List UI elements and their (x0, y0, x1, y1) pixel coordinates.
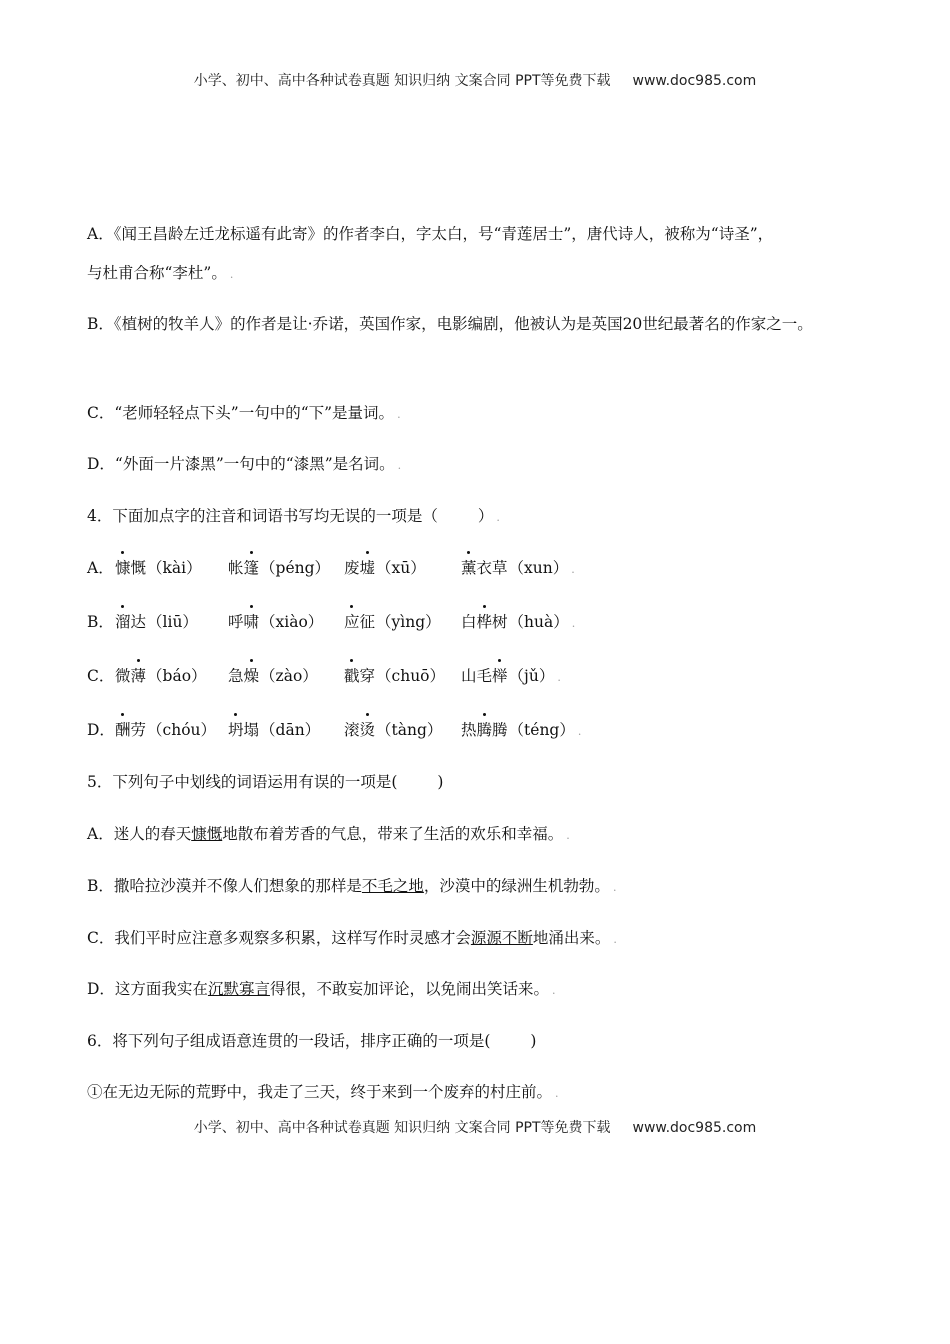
dotted-character: 戳 (344, 664, 360, 686)
page-header (0, 70, 950, 90)
dotted-character: 榉 (492, 664, 508, 686)
pinyin-item: 酬劳（chóu） (115, 718, 216, 740)
q5-stem (87, 770, 443, 792)
q3-a-text-1: A．《闻王昌龄左迁龙标遥有此寄》的作者李白，字太白，号“青莲居士”，唐代诗人，被称为“诗圣”， (87, 225, 774, 243)
pinyin-item: 热腾腾（téng） . (461, 718, 581, 740)
q3-option-a-line2: 与杜甫合称“李杜”。 . (87, 264, 234, 282)
pinyin: （yìng） (376, 613, 441, 631)
dotted-character: 烫 (360, 718, 376, 740)
q5-stem-end: ) (437, 773, 444, 791)
q5-d-underlined: 沉默寡言 (207, 980, 270, 998)
pinyin: （jǔ） (508, 667, 555, 685)
dotted-character: 应 (344, 610, 360, 632)
pinyin: （tàng） (376, 721, 443, 739)
pinyin-item: 溜达（liū） (115, 610, 198, 632)
pinyin: （xiào） (260, 613, 324, 631)
q6-s1-text: ①在无边无际的荒野中，我走了三天，终于来到一个废弃的村庄前。 (87, 1083, 553, 1101)
q5-d-pre: D．这方面我实在 (87, 980, 208, 998)
dotted-character: 桦 (477, 610, 493, 632)
pinyin: （chuō） (376, 667, 446, 685)
pinyin-item: 呼啸（xiào） (228, 610, 323, 632)
q5-c-underlined: 源源不断 (470, 929, 533, 947)
q6-stem-text: 6．将下列句子组成语意连贯的一段话，排序正确的一项是( (87, 1032, 491, 1050)
q6-stem-end: ) (530, 1032, 537, 1050)
q5-option-b: B．撒哈拉沙漠并不像人们想象的那样是不毛之地，沙漠中的绿洲生机勃勃。 . (87, 877, 617, 895)
q6-stem (87, 1029, 536, 1051)
pinyin: （xū） (376, 559, 426, 577)
pinyin: （dān） (260, 721, 321, 739)
header-text: 小学、初中、高中各种试卷真题 知识归纳 文案合同 PPT等免费下载 (193, 73, 611, 89)
pinyin: （báo） (147, 667, 207, 685)
q5-a-post: 地散布着芳香的气息，带来了生活的欢乐和幸福。 (222, 825, 564, 843)
dotted-character: 墟 (360, 556, 376, 578)
dotted-character: 薰 (461, 556, 477, 578)
option-label: C． (87, 667, 115, 685)
q5-b-underlined: 不毛之地 (361, 877, 424, 895)
dotted-character: 溜 (115, 610, 131, 632)
pinyin: （péng） (260, 559, 331, 577)
pinyin-item: 白桦树（huà） . (461, 610, 575, 632)
q5-c-pre: C．我们平时应注意多观察多积累，这样写作时灵感才会 (87, 929, 471, 947)
pinyin: （zào） (260, 667, 318, 685)
q4-stem-text: 4．下面加点字的注音和词语书写均无误的一项是（ (87, 507, 438, 525)
q3-a-text-2: 与杜甫合称“李杜”。 (87, 264, 227, 282)
option-label: B． (87, 613, 114, 631)
pinyin-item: 薰衣草（xun） . (461, 556, 575, 578)
q5-a-pre: A．迷人的春天 (87, 825, 192, 843)
dotted-character: 坍 (228, 718, 244, 740)
dotted-character: 薄 (131, 664, 147, 686)
pinyin-item: 微薄（báo） (115, 664, 207, 686)
option-label: A． (87, 559, 114, 577)
dotted-character: 酬 (115, 718, 131, 740)
pinyin-item: 戳穿（chuō） (344, 664, 445, 686)
pinyin-item: 帐篷（péng） (228, 556, 330, 578)
pinyin-item: 应征（yìng） (344, 610, 441, 632)
dotted-character: 篷 (244, 556, 260, 578)
q3-option-b (87, 312, 813, 334)
pinyin-item: 急燥（zào） (228, 664, 318, 686)
pinyin: （kài） (147, 559, 202, 577)
q3-option-c: C．“老师轻轻点下头”一句中的“下”是量词。 . (87, 404, 401, 422)
page-footer (0, 1117, 950, 1137)
q5-option-a: A．迷人的春天慷慨地散布着芳香的气息，带来了生活的欢乐和幸福。 . (87, 825, 570, 843)
pinyin-item: 废墟（xū） (344, 556, 426, 578)
q3-c-text: C．“老师轻轻点下头”一句中的“下”是量词。 (87, 404, 395, 422)
dotted-character: 腾 (477, 718, 493, 740)
q6-sentence-1: ①在无边无际的荒野中，我走了三天，终于来到一个废弃的村庄前。 . (87, 1083, 559, 1101)
q5-option-d: D．这方面我实在沉默寡言得很，不敢妄加评论，以免闹出笑话来。 . (87, 980, 556, 998)
pinyin-item: 滚烫（tàng） (344, 718, 442, 740)
option-label: D． (87, 721, 115, 739)
pinyin: （téng） (508, 721, 575, 739)
q5-option-c: C．我们平时应注意多观察多积累，这样写作时灵感才会源源不断地涌出来。 . (87, 929, 617, 947)
q3-b-text: B．《植树的牧羊人》的作者是让·乔诺，英国作家，电影编剧，他被认为是英国20世纪最著名的作家之一。 (87, 315, 813, 333)
q4-stem-end: ） (477, 507, 494, 525)
pinyin-item: 山毛榉（jǔ） . (461, 664, 561, 686)
pinyin: （chóu） (147, 721, 217, 739)
pinyin: （xun） (508, 559, 569, 577)
header-url[interactable]: www.doc985.com (632, 73, 757, 89)
q3-option-a-line1 (87, 222, 773, 244)
q4-stem: 4．下面加点字的注音和词语书写均无误的一项是（ ） . (87, 507, 500, 525)
footer-text: 小学、初中、高中各种试卷真题 知识归纳 文案合同 PPT等免费下载 (193, 1120, 611, 1136)
q5-a-underlined: 慷慨 (191, 825, 223, 843)
q5-d-post: 得很，不敢妄加评论，以免闹出笑话来。 (269, 980, 549, 998)
q5-b-post: ，沙漠中的绿洲生机勃勃。 (423, 877, 610, 895)
pinyin-item: 坍塌（dān） (228, 718, 320, 740)
q3-d-text: D．“外面一片漆黑”一句中的“漆黑”是名词。 (87, 455, 395, 473)
q5-stem-text: 5．下列句子中划线的词语运用有误的一项是( (87, 773, 398, 791)
q3-option-d: D．“外面一片漆黑”一句中的“漆黑”是名词。 . (87, 455, 402, 473)
dotted-character: 啸 (244, 610, 260, 632)
pinyin-item: 慷慨（kài） (115, 556, 202, 578)
footer-url[interactable]: www.doc985.com (632, 1120, 757, 1136)
dotted-character: 慷 (115, 556, 131, 578)
pinyin: （liū） (147, 613, 198, 631)
q5-b-pre: B．撒哈拉沙漠并不像人们想象的那样是 (87, 877, 362, 895)
q5-c-post: 地涌出来。 (532, 929, 611, 947)
pinyin: （huà） (508, 613, 569, 631)
dotted-character: 燥 (244, 664, 260, 686)
